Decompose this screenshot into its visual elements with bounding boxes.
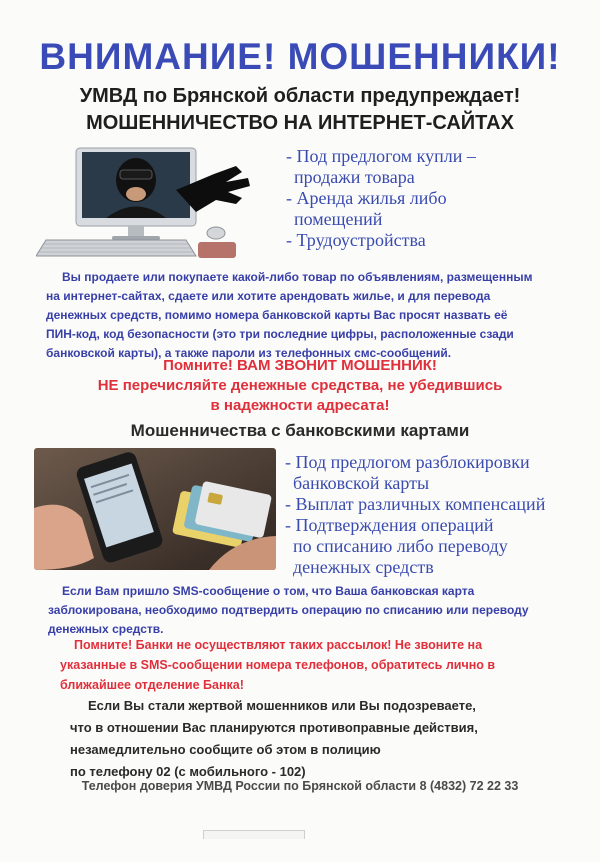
paragraph-line: денежных средств, помимо номера банковской карты Вас просят назвать её [46, 308, 508, 322]
paragraph-line: Если Вам пришло SMS-сообщение о том, что Ваша банковская карта [62, 584, 475, 598]
paragraph-line: на интернет-сайтах, сдаете или хотите арендовать жилье, и для перевода [46, 289, 491, 303]
section2-bullets [285, 452, 545, 578]
paragraph-line: заблокирована, необходимо подтвердить операцию по списанию или переводу [48, 603, 529, 617]
bullet-line: - Выплат различных компенсаций [285, 494, 546, 514]
victim-notice [70, 695, 478, 783]
section1-paragraph [46, 268, 532, 363]
hotline: Телефон доверия УМВД России по Брянской области 8 (4832) 72 22 33 [81, 779, 519, 793]
bullet-line: денежных средств [293, 557, 434, 577]
warning-line: Помните! ВАМ ЗВОНИТ МОШЕННИК! [163, 357, 437, 374]
bullet-line: по списанию либо переводу [293, 536, 508, 556]
section2-heading: Мошенничества с банковскими картами [130, 421, 470, 440]
paragraph-line: денежных средств. [48, 622, 164, 636]
hacker-computer-image [36, 140, 276, 265]
section1-warning [0, 356, 600, 416]
bullet-line: - Под предлогом купли – [286, 146, 476, 166]
subtitle: УМВД по Брянской области предупреждает! [79, 85, 521, 107]
bullet-line: - Подтверждения операций [285, 515, 494, 535]
bullet-line: банковской карты [293, 473, 430, 493]
notice-line: незамедлительно сообщите об этом в полицию [70, 742, 381, 757]
bullet-line: - Аренда жилья либо [286, 188, 447, 208]
bullet-line: продажи товара [294, 167, 415, 187]
section1-bullets [286, 146, 476, 251]
warning-line: в надежности адресата! [210, 397, 390, 414]
warning-line: Помните! Банки не осуществляют таких рассылок! Не звоните на [74, 638, 483, 652]
section2-paragraph [48, 582, 529, 639]
bullet-line: - Трудоустройства [286, 230, 426, 250]
paragraph-line: ПИН-код, код безопасности (это три последние цифры, расположенные сзади [46, 327, 514, 341]
notice-line: что в отношении Вас планируются противоправные действия, [70, 720, 478, 735]
notice-line: Если Вы стали жертвой мошенников или Вы подозреваете, [88, 698, 476, 713]
page-edge-tab [203, 830, 305, 839]
phone-cards-image [34, 448, 276, 570]
warning-line: НЕ перечисляйте денежные средства, не убедившись [97, 377, 503, 394]
paragraph-line: Вы продаете или покупаете какой-либо товар по объявлениям, размещенным [62, 270, 533, 284]
warning-line: указанные в SMS-сообщении номера телефонов, обратитесь лично в [60, 658, 496, 672]
bullet-line: - Под предлогом разблокировки [285, 452, 530, 472]
notice-line: по телефону 02 (с мобильного - 102) [70, 764, 306, 779]
section2-warning [60, 635, 495, 695]
section1-heading: МОШЕННИЧЕСТВО НА ИНТЕРНЕТ-САЙТАХ [86, 112, 514, 134]
paragraph-line: банковской карты), а также пароли из телефонных смс-сообщений. [46, 346, 452, 360]
bullet-line: помещений [294, 209, 383, 229]
page-title: ВНИМАНИЕ! МОШЕННИКИ! [39, 36, 561, 77]
warning-line: ближайшее отделение Банка! [60, 678, 244, 692]
